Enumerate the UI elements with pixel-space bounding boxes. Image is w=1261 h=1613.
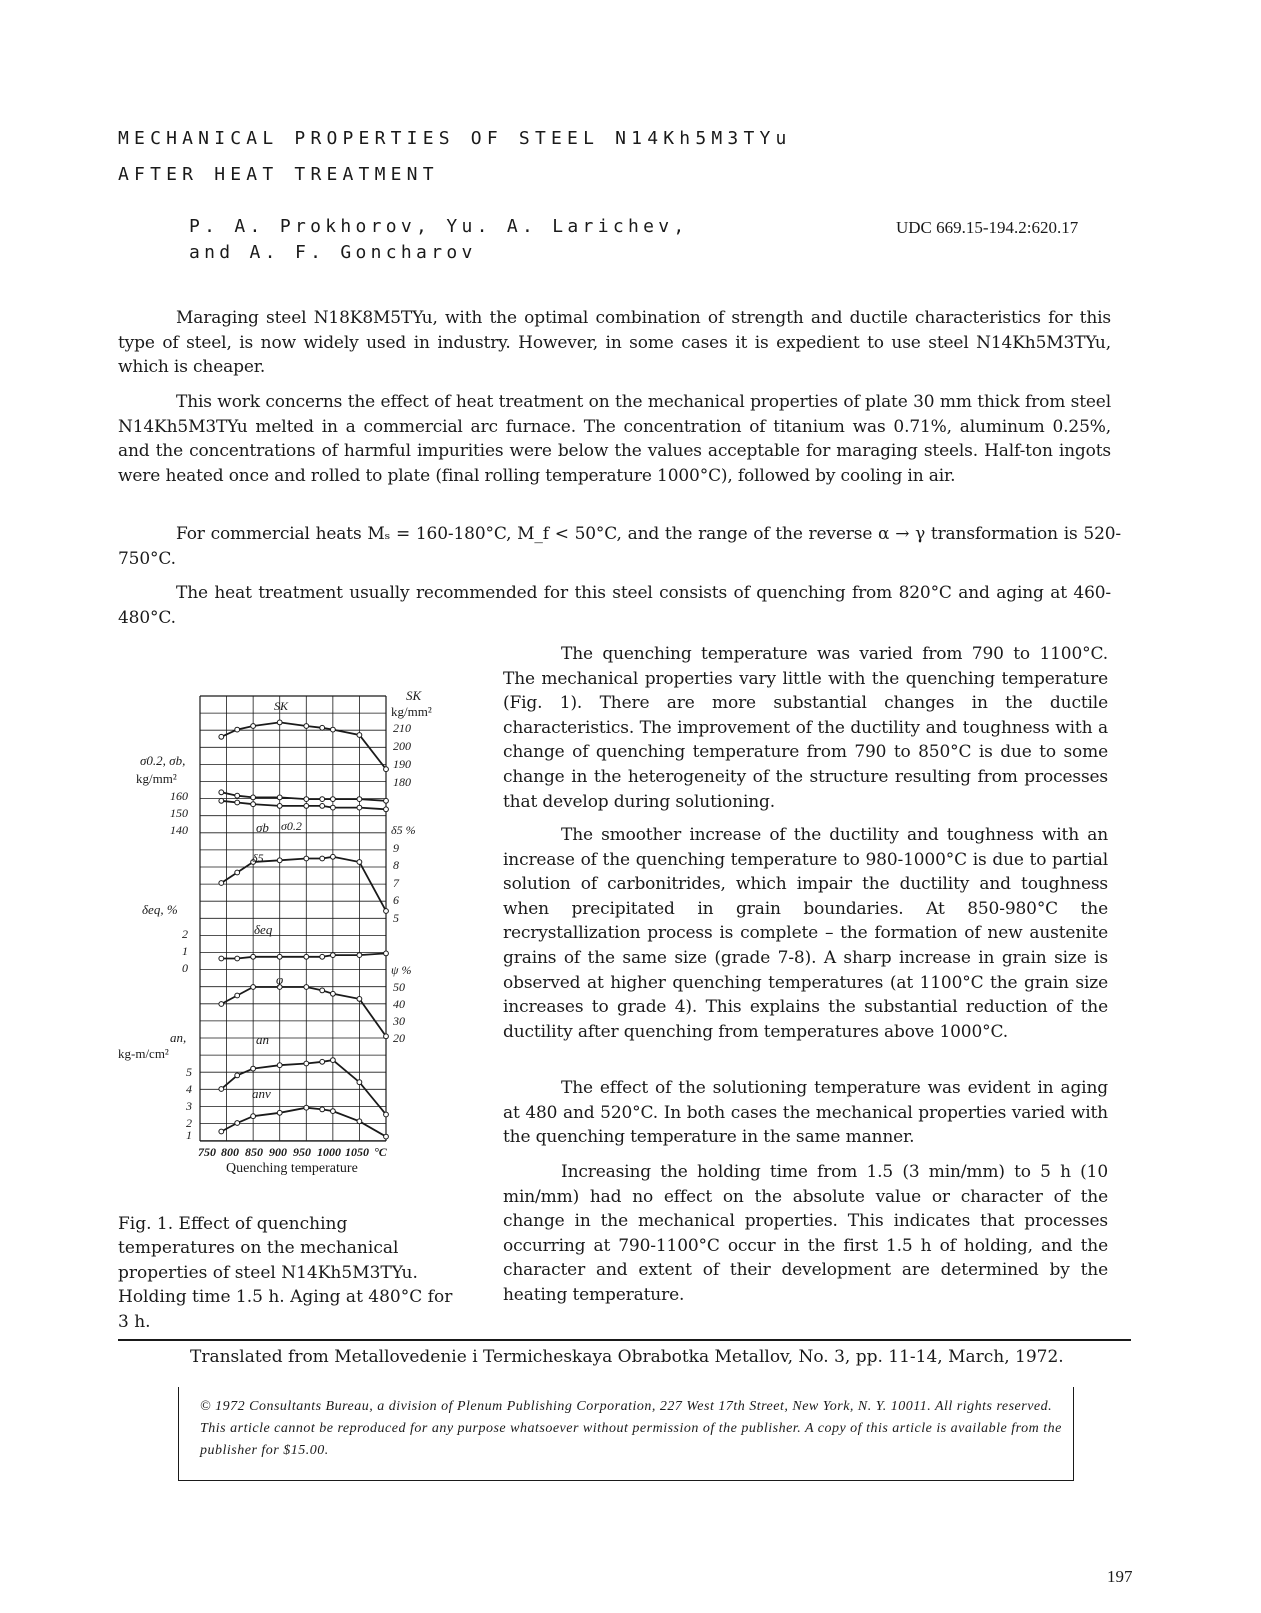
right-tick-6: 6 — [393, 893, 399, 907]
data-point-σb — [235, 793, 240, 798]
data-point-δeq — [384, 951, 389, 956]
paragraph-7-text: The effect of the solutioning temperature was evident in aging at 480 and 520°C. In both cases the mechanical properties varied with the quenching temperature in the same manner. — [503, 1078, 1108, 1148]
right-tick-190: 190 — [393, 757, 411, 771]
right-tick-200: 200 — [393, 739, 411, 753]
right-tick-30: 30 — [393, 1014, 405, 1028]
paragraph-3-text: For commercial heats Mₛ = 160-180°C, M_f < 50°C, and the range of the reverse α → γ transformation is 520-750°C. — [118, 524, 1121, 569]
data-point-δ5 — [304, 856, 309, 861]
article-title-line2: AFTER HEAT TREATMENT — [118, 164, 439, 185]
data-point-SK — [331, 727, 336, 732]
paragraph-3 — [118, 522, 1121, 571]
left-tick-an-1: 1 — [186, 1128, 192, 1142]
curve-label-delta5: δ5 — [252, 851, 264, 865]
paragraph-8-text: Increasing the holding time from 1.5 (3 min/mm) to 5 h (10 min/mm) had no effect on the absolute value or character of the change in the mechanical properties. This indicates that processes occurring at 790-1100°C occur in the first 1.5 h of holding, and the character and extent of their development are determined by the heating temperature. — [503, 1162, 1108, 1305]
left-label-an: an, — [170, 1030, 187, 1045]
data-point-anv — [304, 1105, 309, 1110]
data-point-δ5 — [384, 909, 389, 914]
curve-label-sigma-b: σb — [256, 820, 269, 835]
right-label-sk: SK — [406, 688, 422, 703]
paragraph-5-text: The quenching temperature was varied from 790 to 1100°C. The mechanical properties vary little with the quenching temperature (Fig. 1). There are more substantial changes in the ductile characteristics. The improvement of the ductility and toughness with a change of quenching temperature from 790 to 850°C is due to some change in the heterogeneity of the structure resulting from processes that develop during solutioning. — [503, 644, 1108, 812]
left-tick-1: 1 — [182, 944, 188, 958]
data-point-ψ — [251, 985, 256, 990]
x-tick-1000: 1000 — [317, 1145, 341, 1159]
data-point-an — [304, 1061, 309, 1066]
data-point-σb — [251, 795, 256, 800]
data-point-σb — [384, 798, 389, 803]
chart-curves — [221, 722, 386, 1136]
left-unit-an: kg-m/cm² — [118, 1046, 169, 1061]
paragraph-6 — [503, 823, 1108, 1044]
data-point-δeq — [357, 953, 362, 958]
translation-note-text: Translated from Metallovedenie i Termicheskaya Obrabotka Metallov, No. 3, pp. 11-14, March, 1972. — [190, 1347, 1064, 1367]
data-point-δeq — [251, 954, 256, 959]
data-point-δ5 — [277, 858, 282, 863]
paragraph-5 — [503, 642, 1108, 814]
right-tick-5: 5 — [393, 911, 399, 925]
translation-note — [118, 1344, 1118, 1370]
data-point-an — [384, 1112, 389, 1117]
data-point-σb — [320, 797, 325, 802]
data-point-an — [251, 1066, 256, 1071]
right-tick-180: 180 — [393, 775, 411, 789]
data-point-anv — [219, 1129, 224, 1134]
data-point-σ0.2 — [320, 804, 325, 809]
left-tick-an-3: 3 — [186, 1099, 192, 1113]
data-point-SK — [357, 733, 362, 738]
data-point-σb — [357, 797, 362, 802]
paragraph-4-text: The heat treatment usually recommended for this steel consists of quenching from 820°C and aging at 460-480°C. — [118, 583, 1111, 628]
data-point-δ5 — [235, 870, 240, 875]
authors — [189, 214, 689, 266]
right-label-delta5: δ5 % — [391, 823, 416, 837]
data-point-an — [320, 1059, 325, 1064]
right-label-psi: ψ % — [391, 963, 412, 977]
paragraph-6-text: The smoother increase of the ductility and toughness with an increase of the quenching temperature to 980-1000°C is due to partial solution of carbonitrides, which impair the ductility and toughness when precipitated in grain boundaries. At 850-980°C the recrystallization process is complete – the formation of new austenite grains of the same size (grade 7-8). A sharp increase in grain size is observed at higher quenching temperatures (at 1100°C the grain size increases to grade 4). This explains the substantial reduction of the ductility after quenching from temperatures above 1000°C. — [503, 825, 1108, 1042]
x-tick-900: 900 — [269, 1145, 287, 1159]
data-point-anv — [320, 1107, 325, 1112]
data-point-anv — [384, 1134, 389, 1139]
data-point-an — [331, 1058, 336, 1063]
x-tick-950: 950 — [293, 1145, 311, 1159]
data-point-an — [235, 1073, 240, 1078]
data-point-ψ — [357, 997, 362, 1002]
left-label-sigma: σ0.2, σb, — [140, 753, 186, 768]
data-point-σb — [277, 795, 282, 800]
curve-label-sigma-02: σ0.2 — [281, 819, 302, 833]
data-point-SK — [219, 734, 224, 739]
left-tick-140: 140 — [170, 823, 188, 837]
curve-label-an: an — [256, 1032, 269, 1047]
curve-label-anv: anv — [252, 1086, 271, 1101]
data-point-anv — [331, 1109, 336, 1114]
x-tick-1050: 1050 — [345, 1145, 369, 1159]
figure-1-chart — [118, 686, 448, 1186]
left-tick-2: 2 — [182, 927, 188, 941]
footer-rule — [118, 1339, 1131, 1341]
chart-grid — [200, 696, 386, 1141]
right-tick-50: 50 — [393, 980, 405, 994]
data-point-σ0.2 — [357, 805, 362, 810]
authors-line1: P. A. Prokhorov, Yu. A. Larichev, — [189, 216, 689, 237]
data-point-δeq — [235, 956, 240, 961]
data-point-δ5 — [219, 881, 224, 886]
page-number: 197 — [1107, 1567, 1133, 1586]
data-point-an — [357, 1080, 362, 1085]
data-point-σ0.2 — [235, 800, 240, 805]
paragraph-7 — [503, 1076, 1108, 1150]
paragraph-8 — [503, 1160, 1108, 1308]
x-tick-750: 750 — [198, 1145, 216, 1159]
data-point-δeq — [304, 954, 309, 959]
data-point-an — [219, 1087, 224, 1092]
udc-code: UDC 669.15-194.2:620.17 — [896, 218, 1079, 237]
x-tick-800: 800 — [221, 1145, 239, 1159]
data-point-δeq — [331, 953, 336, 958]
data-point-ψ — [320, 988, 325, 993]
right-tick-40: 40 — [393, 997, 405, 1011]
data-point-ψ — [384, 1034, 389, 1039]
data-point-σ0.2 — [251, 802, 256, 807]
authors-line2: and A. F. Goncharov — [189, 242, 477, 263]
right-tick-8: 8 — [393, 858, 399, 872]
data-point-SK — [320, 725, 325, 730]
data-point-σ0.2 — [304, 804, 309, 809]
data-point-δ5 — [357, 860, 362, 865]
data-point-SK — [235, 727, 240, 732]
left-tick-0: 0 — [182, 961, 188, 975]
data-point-SK — [251, 724, 256, 729]
chart-markers — [219, 720, 389, 1139]
right-tick-7: 7 — [393, 876, 399, 890]
paragraph-1-text: Maraging steel N18K8M5TYu, with the optimal combination of strength and ductile characteristics for this type of steel, is now widely used in industry. However, in some cases it is expedient to use steel N14Kh5M3TYu, which is cheaper. — [118, 308, 1111, 378]
data-point-δeq — [219, 956, 224, 961]
data-point-δeq — [320, 954, 325, 959]
data-point-σ0.2 — [384, 807, 389, 812]
right-tick-20: 20 — [393, 1031, 405, 1045]
data-point-SK — [384, 767, 389, 772]
paragraph-2-text: This work concerns the effect of heat treatment on the mechanical properties of plate 30 mm thick from steel N14Kh5M3TYu melted in a commercial arc furnace. The concentration of titanium was 0.71%, aluminum 0.25%, and the concentrations of harmful impurities were below the values acceptable for maraging steels. Half-ton ingots were heated once and rolled to plate (final rolling temperature 1000°C), followed by cooling in air. — [118, 392, 1111, 486]
paragraph-1 — [118, 306, 1111, 380]
left-unit-sigma: kg/mm² — [136, 771, 177, 786]
right-tick-9: 9 — [393, 841, 399, 855]
data-point-an — [277, 1063, 282, 1068]
series-line-ψ — [221, 987, 386, 1036]
data-point-σb — [304, 797, 309, 802]
x-unit: °C — [374, 1145, 387, 1159]
copyright-text: © 1972 Consultants Bureau, a division of Plenum Publishing Corporation, 227 West 17th Street, New York, N. Y. 10011. All rights reserved. This article cannot be reproduced for any purpose whatsoever without permission of the publisher. A copy of this article is available from the publisher for $15.00. — [200, 1399, 1062, 1458]
data-point-ψ — [219, 1002, 224, 1007]
left-tick-160: 160 — [170, 789, 188, 803]
curve-label-sk: SK — [274, 699, 289, 713]
data-point-SK — [277, 720, 282, 725]
data-point-δ5 — [331, 854, 336, 859]
right-unit-sk: kg/mm² — [391, 704, 432, 719]
left-label-delta-eq: δeq, % — [142, 902, 178, 917]
article-title-line1: MECHANICAL PROPERTIES OF STEEL N14Kh5M3TYu — [118, 128, 792, 149]
paragraph-2 — [118, 390, 1111, 488]
data-point-anv — [357, 1119, 362, 1124]
left-tick-an-5: 5 — [186, 1065, 192, 1079]
data-point-σb — [331, 797, 336, 802]
data-point-anv — [251, 1114, 256, 1119]
data-point-σb — [219, 790, 224, 795]
data-point-δeq — [277, 954, 282, 959]
x-axis-label: Quenching temperature — [226, 1161, 358, 1176]
data-point-ψ — [235, 993, 240, 998]
data-point-anv — [235, 1121, 240, 1126]
left-tick-an-2: 2 — [186, 1116, 192, 1130]
curve-label-delta-eq: δeq — [254, 922, 273, 937]
data-point-SK — [304, 724, 309, 729]
data-point-σ0.2 — [277, 804, 282, 809]
curve-label-psi: φ — [276, 972, 284, 987]
data-point-δ5 — [320, 856, 325, 861]
paragraph-4 — [118, 581, 1111, 630]
x-tick-850: 850 — [245, 1145, 263, 1159]
left-tick-an-4: 4 — [186, 1082, 192, 1096]
data-point-σ0.2 — [219, 798, 224, 803]
right-tick-210: 210 — [393, 721, 411, 735]
data-point-ψ — [304, 985, 309, 990]
data-point-anv — [277, 1110, 282, 1115]
data-point-ψ — [331, 991, 336, 996]
figure-caption: Fig. 1. Effect of quenching temperatures on the mechanical properties of steel N14Kh5M3TYu. Holding time 1.5 h. Aging at 480°C for 3 h. — [118, 1214, 453, 1332]
series-line-SK — [221, 722, 386, 769]
data-point-σ0.2 — [331, 805, 336, 810]
left-tick-150: 150 — [170, 806, 188, 820]
